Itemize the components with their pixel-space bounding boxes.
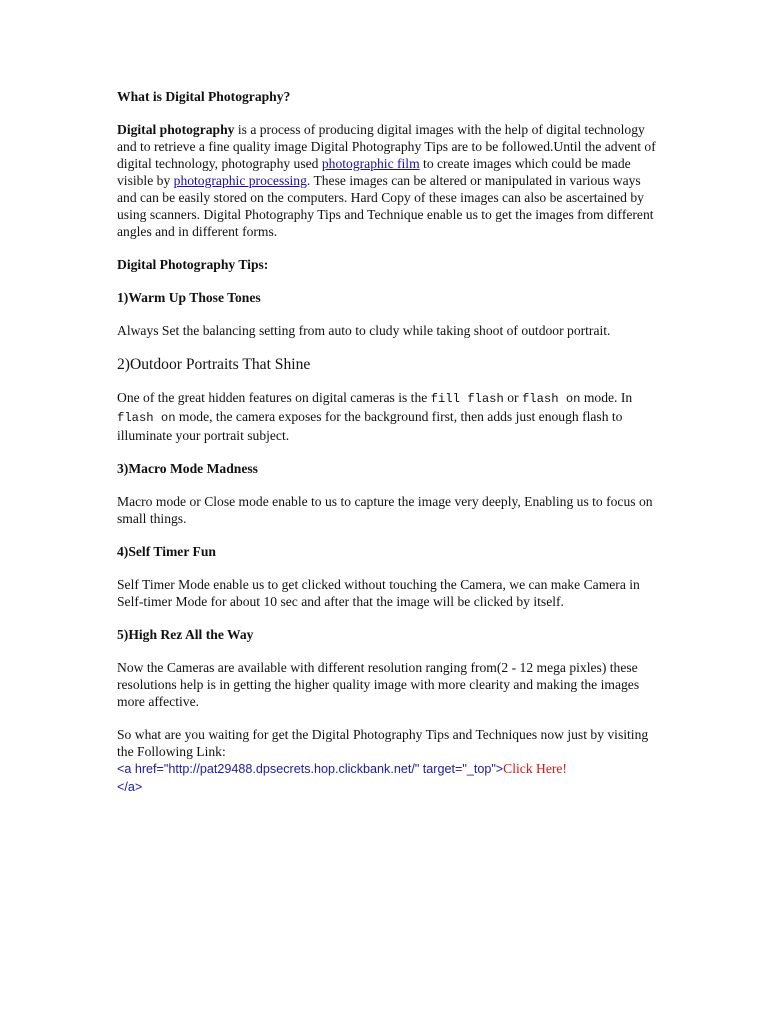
page-title: What is Digital Photography? — [117, 89, 291, 104]
closing-text: So what are you waiting for get the Digital Photography Tips and Techniques now just by visiting the Following Link: — [117, 727, 649, 759]
tip2-body-text-4: mode, the camera exposes for the background first, then adds just enough flash to illuminate your portrait subject. — [117, 409, 623, 443]
flash-on-code: flash on — [521, 392, 581, 406]
closing-paragraph — [117, 726, 657, 796]
click-here-link[interactable]: Click Here! — [503, 761, 567, 776]
intro-text-1: is a process of producing digital images with the help of digital technology and to retrieve a fine quality image Digital Photography Tips are to be followed.Until the advent of digital technology, photography used — [117, 122, 656, 171]
tip5-heading: 5)High Rez All the Way — [117, 627, 254, 642]
tip4-heading: 4)Self Timer Fun — [117, 544, 216, 559]
tip2-body-text-3: mode. In — [580, 390, 633, 405]
intro-paragraph — [117, 121, 657, 240]
tip2-body — [117, 389, 657, 444]
tip1-body: Always Set the balancing setting from auto to cludy while taking shoot of outdoor portrait. — [117, 323, 611, 338]
tip5-body: Now the Cameras are available with different resolution ranging from(2 - 12 mega pixles) these resolutions help is in getting the higher quality image with more clearity and making the images more affective. — [117, 660, 640, 709]
tip3-heading: 3)Macro Mode Madness — [117, 461, 258, 476]
tip3-body: Macro mode or Close mode enable to us to capture the image very deeply, Enabling us to focus on small things. — [117, 494, 653, 526]
photographic-processing-link[interactable]: photographic processing — [173, 173, 307, 188]
intro-text-3: . These images can be altered or manipulated in various ways and can be easily stored on the computers. Hard Copy of these images can also be ascertained by using scanners. Digital Photography Tips and Technique enable us to get the images from different angles and in different forms. — [117, 173, 654, 239]
tip4-body: Self Timer Mode enable us to get clicked without touching the Camera, we can make Camera in Self-timer Mode for about 10 sec and after that the image will be clicked by itself. — [117, 577, 640, 609]
tips-heading: Digital Photography Tips: — [117, 257, 269, 272]
photographic-film-link[interactable]: photographic film — [321, 156, 420, 171]
flash-on-code-2: flash on — [117, 411, 176, 425]
intro-text-2: to create images which could be made visible by — [117, 156, 631, 188]
document-body — [117, 88, 657, 796]
tip2-heading: 2)Outdoor Portraits That Shine — [117, 356, 311, 373]
tip2-body-text-1: One of the great hidden features on digital cameras is the — [117, 390, 431, 405]
tip1-heading: 1)Warm Up Those Tones — [117, 290, 261, 305]
anchor-close-code: </a> — [117, 780, 143, 794]
intro-bold-term: Digital photography — [117, 122, 235, 137]
fill-flash-code: fill flash — [430, 392, 504, 406]
tip2-body-text-2: or — [503, 390, 522, 405]
anchor-open-code: <a href="http://pat29488.dpsecrets.hop.clickbank.net/" target="_top"> — [117, 762, 504, 776]
